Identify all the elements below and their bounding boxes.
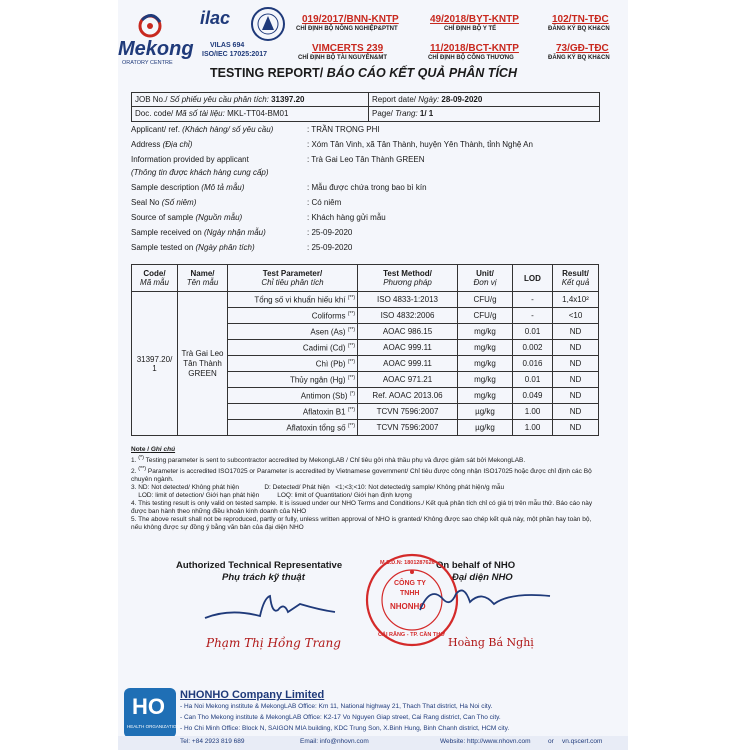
job-number: 31397.20: [271, 95, 305, 104]
cell-result: ND: [553, 340, 599, 356]
cell-unit: CFU/g: [458, 292, 513, 308]
cell-unit: mg/kg: [458, 324, 513, 340]
cert-code-2: 49/2018/BYT-KNTP: [430, 14, 519, 25]
footer-or: or: [548, 738, 554, 745]
cert-sub-2: CHỈ ĐỊNH BỘ Y TẾ: [444, 26, 497, 32]
info-label-vi: (Ngày nhận mẫu): [203, 228, 266, 237]
cert-sub-5: CHỈ ĐỊNH BỘ CÔNG THƯƠNG: [428, 55, 514, 61]
note-1: 1. (*) Testing parameter is sent to subcontractor accredited by MekongLAB / Chỉ tiêu gởi nhà thầu phụ và được giám sát bởi MekongLAB.: [131, 455, 526, 465]
cell-method: AOAC 999.11: [358, 340, 458, 356]
cell-param: Asen (As) (**): [228, 324, 358, 340]
mekong-logo-text: Mekong: [118, 38, 194, 60]
info-value-applicant: : TRẦN TRỌNG PHI: [307, 125, 380, 134]
iso-standard: ISO/IEC 17025:2017: [202, 51, 267, 58]
note-6: 5. The above result shall not be reproduced, partly or fully, unless written approval of NHO is granted/ Không được sao chép kết quả này, một phần hay toàn bộ, nếu không được sự đồng ý bằng văn bản của đại diện NHO: [131, 516, 592, 532]
right-signature-title: On behalf of NHO: [436, 560, 516, 571]
report-date-label: Report date/: [372, 95, 417, 104]
job-label-vi: Số phiếu yêu cầu phân tích:: [169, 95, 269, 104]
info-label: Source of sample: [131, 213, 194, 222]
info-label-vi: (Số niêm): [161, 198, 197, 207]
footer-website[interactable]: Website: http://www.nhovn.com: [440, 738, 531, 745]
job-box-divider: [131, 106, 599, 107]
job-label: JOB No./: [135, 95, 168, 104]
doc-label-vi: Mã số tài liệu:: [175, 109, 225, 118]
right-signature-icon: [410, 580, 560, 620]
cell-result: ND: [553, 388, 599, 404]
cell-sample-code: 31397.20/ 1: [132, 292, 178, 436]
col-header-lod: LOD: [513, 265, 553, 292]
info-label: Sample tested on: [131, 243, 194, 252]
info-label: Seal No: [131, 198, 160, 207]
info-value-received: : 25-09-2020: [307, 228, 353, 237]
job-number-row: [135, 95, 304, 104]
cell-result: ND: [553, 356, 599, 372]
cell-param: Chì (Pb) (**): [228, 356, 358, 372]
cell-lod: 0.01: [513, 372, 553, 388]
col-header-code: Code/ Mã mẫu: [132, 265, 178, 292]
page-row: [372, 109, 433, 118]
cell-method: AOAC 999.11: [358, 356, 458, 372]
info-value-seal: : Có niêm: [307, 198, 342, 207]
cell-lod: 1.00: [513, 420, 553, 436]
footer-email: Email: info@nhovn.com: [300, 738, 369, 745]
info-row-tested: [131, 243, 255, 252]
doc-code-row: [135, 109, 288, 118]
cell-lod: -: [513, 292, 553, 308]
cell-param: Aflatoxin tổng số (**): [228, 420, 358, 436]
cert-sub-1: CHỈ ĐỊNH BỘ NÔNG NGHIỆP&PTNT: [296, 26, 398, 32]
left-signature-title: Authorized Technical Representative: [176, 560, 343, 571]
doc-code: MKL-TT04-BM01: [227, 109, 289, 118]
report-date: 28-09-2020: [441, 95, 483, 104]
cell-lod: 0.01: [513, 324, 553, 340]
info-label-vi: (Ngày phân tích): [195, 243, 255, 252]
stamp-top-text: M.S.D.N: 1801287626: [380, 560, 435, 566]
boa-seal-icon: [250, 6, 286, 47]
cert-code-5: 11/2018/BCT-KNTP: [430, 43, 519, 54]
cell-method: TCVN 7596:2007: [358, 404, 458, 420]
notes-section: [131, 446, 601, 532]
note-2: 2. (**) Parameter is accredited ISO17025 or Parameter is accredited by Vietnamese government/ Chỉ tiêu được công nhận ISO17025 hoặc được chỉ định các Bộ chuyên ngành.: [131, 466, 592, 484]
footer-tel: Tel: +84 2923 819 689: [180, 738, 245, 745]
table-row: [132, 292, 599, 308]
info-row-applicant: [131, 125, 273, 134]
footer-address-2: - Can Tho Mekong institute & MekongLAB Office: K2-17 Vo Nguyen Giap street, Cai Rang district, Can Tho city.: [180, 714, 501, 721]
page-label-vi: Trang:: [395, 109, 418, 118]
info-row-description: [131, 183, 244, 192]
cert-sub-4: CHỈ ĐỊNH BỘ TÀI NGUYÊN&MT: [298, 55, 387, 61]
info-value-address: : Xóm Tân Vinh, xã Tân Thành, huyện Yên Thành, tỉnh Nghệ An: [307, 140, 533, 149]
info-label: Applicant/ ref.: [131, 125, 180, 134]
stamp-bottom-text: CÁI RĂNG - TP. CẦN THƠ: [378, 632, 445, 638]
cell-result: ND: [553, 420, 599, 436]
report-date-label-vi: Ngày:: [418, 95, 440, 104]
info-label: Sample received on: [131, 228, 202, 237]
col-header-name: Name/ Tên mẫu: [178, 265, 228, 292]
page-number: 1/ 1: [419, 109, 434, 118]
cell-method: AOAC 971.21: [358, 372, 458, 388]
report-title-en: TESTING REPORT/: [210, 66, 324, 80]
footer-address-3: - Ho Chi Minh Office: Block N, SAIGON MIA building, KDC Trung Son, X.Binh Hung, Binh Chanh district, HCM city.: [180, 725, 510, 732]
cell-lod: 0.002: [513, 340, 553, 356]
info-label: Address: [131, 140, 161, 149]
info-label-vi: (Mô tả mẫu): [201, 183, 245, 192]
cell-sample-name: Trà Gai Leo Tân Thành GREEN: [178, 292, 228, 436]
cell-param: Coliforms (**): [228, 308, 358, 324]
cell-method: TCVN 7596:2007: [358, 420, 458, 436]
cell-method: AOAC 986.15: [358, 324, 458, 340]
doc-label: Doc. code/: [135, 109, 174, 118]
job-box-vdivider: [368, 92, 369, 121]
left-signature-title-vi: Phụ trách kỹ thuật: [222, 572, 305, 583]
cert-sub-3: ĐĂNG KÝ BQ KH&CN: [548, 26, 610, 32]
cell-param: Antimon (Sb) (*): [228, 388, 358, 404]
cell-result: ND: [553, 324, 599, 340]
cell-method: ISO 4832:2006: [358, 308, 458, 324]
cert-code-1: 019/2017/BNN-KNTP: [302, 14, 399, 25]
cell-unit: mg/kg: [458, 372, 513, 388]
cell-param: Aflatoxin B1 (**): [228, 404, 358, 420]
cell-unit: mg/kg: [458, 340, 513, 356]
cert-code-3: 102/TN-TĐC: [552, 14, 609, 25]
footer-logo-text: HO: [132, 694, 165, 719]
mekong-logo: [120, 6, 192, 64]
footer-address-1: - Ha Noi Mekong institute & MekongLAB Office: Km 11, National highway 21, Thach That district, Ha Noi city.: [180, 703, 493, 710]
info-row-address: [131, 140, 192, 149]
notes-title: Note / Ghi chú: [131, 446, 176, 453]
col-header-unit: Unit/ Đơn vị: [458, 265, 513, 292]
cell-unit: CFU/g: [458, 308, 513, 324]
footer-company-name: NHONHO Company Limited: [180, 689, 325, 701]
stamp-center-1: CÔNG TY: [394, 580, 426, 587]
left-signature-name: Phạm Thị Hồng Trang: [206, 636, 341, 650]
col-header-result: Result/ Kết quả: [553, 265, 599, 292]
info-value-source: : Khách hàng gửi mẫu: [307, 213, 386, 222]
report-title-vi: BÁO CÁO KẾT QUẢ PHÂN TÍCH: [326, 66, 517, 80]
footer-logo-sub: HEALTH ORGANIZATION: [127, 724, 180, 729]
info-row-provided: [131, 155, 249, 164]
col-header-parameter: Test Parameter/ Chỉ tiêu phân tích: [228, 265, 358, 292]
footer-logo: [124, 688, 180, 738]
page-label: Page/: [372, 109, 393, 118]
ilac-text: ilac: [200, 8, 231, 28]
report-date-row: [372, 95, 482, 104]
info-row-provided-vi: (Thông tin được khách hàng cung cấp): [131, 168, 269, 177]
footer-website-2[interactable]: vn.qscert.com: [562, 738, 603, 745]
note-5: 4. This testing result is only valid on tested sample. It is issued under our NHO Terms and Conditions./ Kết quả phân tích chỉ có giá trị trên mẫu thử. Báo cáo này được ban hành theo những điều khoản kinh doanh của NHO: [131, 500, 593, 516]
cell-unit: µg/kg: [458, 404, 513, 420]
cell-lod: 0.016: [513, 356, 553, 372]
stamp-center-2: TNHH: [400, 590, 420, 597]
ilac-logo: [200, 8, 230, 29]
info-label-vi: (Nguồn mẫu): [195, 213, 243, 222]
left-signature-icon: [200, 590, 340, 626]
cert-sub-6: ĐĂNG KÝ BQ KH&CN: [548, 55, 610, 61]
cell-unit: µg/kg: [458, 420, 513, 436]
right-signature-name: Hoàng Bá Nghị: [448, 636, 534, 649]
table-header-row: [132, 265, 599, 292]
info-label: Information provided by applicant: [131, 155, 249, 164]
cell-result: 1,4x10²: [553, 292, 599, 308]
mekong-logo-sub: ORATORY CENTRE: [122, 60, 173, 66]
cell-unit: mg/kg: [458, 356, 513, 372]
cell-result: ND: [553, 404, 599, 420]
cell-param: Tổng số vi khuẩn hiếu khí (**): [228, 292, 358, 308]
col-header-method: Test Method/ Phương pháp: [358, 265, 458, 292]
info-value-description: : Mẫu được chứa trong bao bì kín: [307, 183, 427, 192]
cell-method: Ref. AOAC 2013.06: [358, 388, 458, 404]
info-label: Sample description: [131, 183, 200, 192]
cell-lod: -: [513, 308, 553, 324]
cell-result: <10: [553, 308, 599, 324]
right-signature-title-vi: Đại diện NHO: [452, 572, 513, 583]
cell-result: ND: [553, 372, 599, 388]
note-3: 3. ND: Not detected/ Không phát hiện D: Detected/ Phát hiện <1;<3;<10: Not detected/g sample/ Không phát hiện/g mẫu: [131, 484, 505, 492]
info-row-seal: [131, 198, 196, 207]
vilas-number: VILAS 694: [210, 42, 245, 49]
cert-code-6: 73/GĐ-TĐC: [556, 43, 609, 54]
note-4: LOD: limit of detection/ Giới hạn phát hiện LOQ: limit of Quantitation/ Giới hạn định lượng: [138, 492, 412, 500]
cell-param: Thủy ngân (Hg) (**): [228, 372, 358, 388]
report-title: [210, 66, 517, 80]
info-label-vi: (Khách hàng/ số yêu cầu): [182, 125, 274, 134]
cert-code-4: VIMCERTS 239: [312, 43, 384, 54]
info-row-received: [131, 228, 266, 237]
cell-lod: 0.049: [513, 388, 553, 404]
cell-method: ISO 4833-1:2013: [358, 292, 458, 308]
cell-lod: 1.00: [513, 404, 553, 420]
cell-unit: mg/kg: [458, 388, 513, 404]
info-row-source: [131, 213, 242, 222]
info-value-provided: : Trà Gai Leo Tân Thành GREEN: [307, 155, 425, 164]
cell-param: Cadimi (Cd) (**): [228, 340, 358, 356]
results-table: [131, 264, 599, 436]
stamp-center-3: NHONHO: [390, 602, 426, 611]
info-value-tested: : 25-09-2020: [307, 243, 353, 252]
info-label-vi: (Địa chỉ): [162, 140, 193, 149]
